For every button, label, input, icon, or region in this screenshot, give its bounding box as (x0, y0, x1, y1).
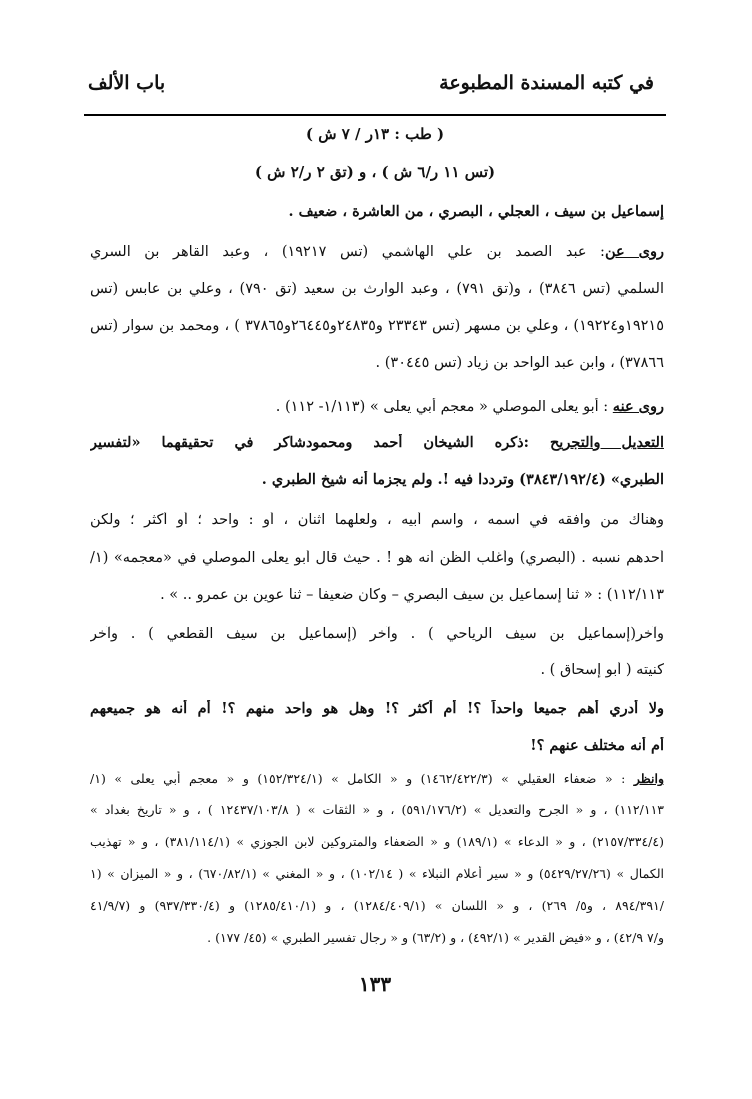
source-codes-line-1: ( طب : ١٣ر / ٧ ش ) (305, 125, 445, 143)
narrated-from-line-4: ٣٧٨٦٦) ، وابن عبد الواحد بن زياد (تس ٣٠٤٤٥) . (375, 355, 664, 371)
narrated-from-label: روى عن (604, 243, 664, 260)
narrated-from-line-3: ١٩٢١٥و١٩٢٢٤) ، وعلي بن مسهر (تس ٢٣٣٤٣ و٢٤٨٣٥و٢٦٤٤٥و٣٧٨٦٥ ) ، ومحمد بن سوار (تس (90, 318, 664, 334)
entry-title: إسماعيل بن سيف ، العجلي ، البصري ، من العاشرة ، ضعيف . (288, 203, 664, 220)
paragraph-2-line-2: كنيته ( أبو إسحاق ) . (540, 662, 664, 678)
paragraph-1-line-3: ١١٢/١١٣) : « ثنا إسماعيل بن سيف البصري – وكان ضعيفا – ثنا عوين بن عمرو .. » . (160, 587, 664, 603)
paragraph-1-line-2: أحدهم نسبه . (البصري) وأغلب الظن أنه هو ! . حيث قال أبو يعلى الموصلي في «معجمه» (١/ (90, 550, 664, 566)
source-codes-line-2: (تس ١١ ر/٦ ش ) ، و (تق ٢ ر/٢ ش ) (254, 163, 496, 181)
paragraph-3-line-1: ولا أدري أهم جميعا واحداً ؟! أم أكثر ؟! وهل هو واحد منهم ؟! أم أنه هو جميعهم (90, 700, 664, 717)
page-number: ١٣٣ (358, 972, 392, 996)
narrated-from-line-2: السلمي (تس ٣٨٤٦) ، و(تق ٧٩١) ، وعبد الوارث بن سعيد (تق ٧٩٠) ، وعلي بن عابس (تس (90, 281, 664, 297)
jarh-line-2: الطبري» (٣٨٤٣/١٩٢/٤) وترددا فيه !. ولم يجزما أنه شيخ الطبري . (261, 471, 664, 488)
narrated-from-line-1: روى عن: عبد الصمد بن علي الهاشمي (تس ١٩٢١٧) ، وعبد القاهر بن السري (90, 243, 664, 260)
references-line-2: ١١٢/١١٣) ، و « الجرح والتعديل » (٥٩١/١٧٦/٢) ، و « الثقات » ( ١٢٤٣٧/١٠٣/٨ ) ، و « تاريخ بغداد » (90, 802, 664, 817)
running-header-chapter: باب الألف (88, 72, 166, 94)
references-line-4: الكمال » (٥٤٢٩/٢٧/٢٦) و « سير أعلام النبلاء » ( ١٠٢/١٤) ، و « المغني » (٦٧٠/٨٢/١) ، و « الميزان » (١ (90, 866, 664, 881)
paragraph-1-line-1: وهناك من وافقه في اسمه ، واسم أبيه ، ولعلهما اثنان ، أو : واحد ؛ أو أكثر ؛ ولكن (90, 512, 664, 528)
references-line-3: (٢١٥٧/٣٣٤/٤) ، و « الدعاء » (١٨٩/١) و « الضعفاء والمتروكين لابن الجوزي » (٣٨١/١١٤/١) ، و « تهذيب (90, 834, 664, 849)
paragraph-2-line-1: وآخر(إسماعيل بن سيف الرياحي ) . وآخر (إسماعيل بن سيف القطعي ) . وآخر (90, 626, 664, 642)
header-rule (84, 114, 666, 116)
references-line-6: و/٧ ٤٢/٩) ، و «فيض القدير » (٤٩٢/١) ، و (٦٣/٢) و « رجال تفسير الطبري » (٤٥/ ١٧٧) . (207, 930, 664, 945)
narrated-by-label: روى عنه (612, 398, 664, 415)
jarh-line-1: التعديل والتجريح :ذكره الشيخان أحمد ومحمودشاكر في تحقيقهما «لتفسير (90, 434, 664, 451)
references-line-1: وانظر : « ضعفاء العقيلي » (١٤٦٢/٤٢٢/٣) و « الكامل » (١٥٢/٣٢٤/١) و « معجم أبي يعلى » (١/ (90, 771, 664, 786)
jarh-label: التعديل والتجريح (549, 434, 664, 451)
references-line-5: /٨٩٤/٣٩١ ، و٥/ ٢٦٩) ، و « اللسان » (١٢٨٤/٤٠٩/١) ، و (١٢٨٥/٤١٠/١) و (٩٣٧/٣٣٠/٤) و (٤١/٩/٧ (90, 898, 664, 913)
paragraph-3-line-2: أم أنه مختلف عنهم ؟! (530, 737, 664, 754)
references-label: وانظر (633, 771, 664, 786)
narrated-by-line: روى عنه : أبو يعلى الموصلي « معجم أبي يعلى » (١/١١٣- ١١٢) . (275, 398, 664, 415)
running-header-title: في كتبه المسندة المطبوعة (439, 72, 654, 94)
